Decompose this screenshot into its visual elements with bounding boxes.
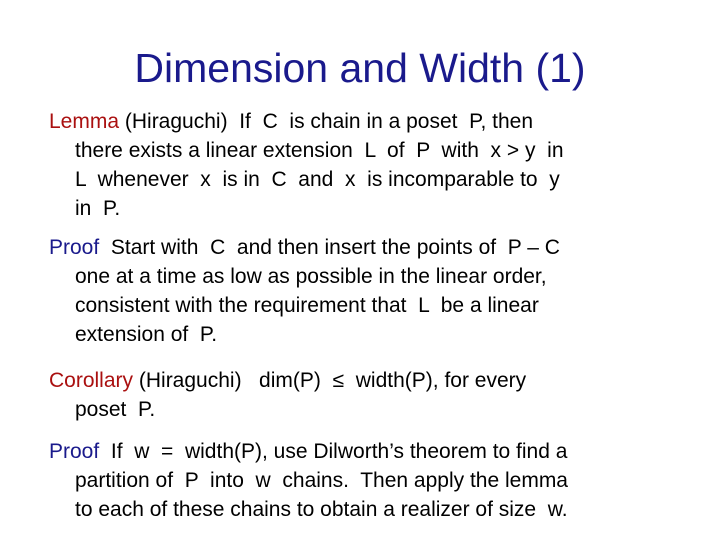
proof-lemma-line-4: extension of P. (75, 323, 218, 346)
lemma-line-3: L whenever x is in C and x is incomparable to y (75, 168, 560, 191)
lemma-block (49, 107, 689, 223)
lemma-line-4: in P. (75, 197, 121, 220)
proof-lemma-block (49, 233, 689, 349)
lemma-line-1 (49, 107, 689, 136)
proof-corollary-line-2: partition of P into w chains. Then apply the lemma (75, 469, 568, 492)
corollary-line-1-text: (Hiraguchi) dim(P) ≤ width(P), for every (133, 369, 527, 392)
proof-lemma-line-1-text: Start with C and then insert the points of P – C (99, 236, 560, 259)
proof-lemma-line-1 (49, 233, 689, 262)
proof-corollary-line-1-text: If w = width(P), use Dilworth’s theorem to find a (99, 440, 568, 463)
corollary-keyword: Corollary (49, 369, 134, 392)
lemma-keyword: Lemma (49, 110, 120, 133)
proof-lemma-line-2: one at a time as low as possible in the linear order, (75, 265, 547, 288)
slide-title: Dimension and Width (1) (134, 45, 586, 91)
lemma-line-2: there exists a linear extension L of P with x > y in (75, 139, 564, 162)
proof-corollary-keyword: Proof (49, 440, 100, 463)
proof-corollary-line-3: to each of these chains to obtain a realizer of size w. (75, 498, 568, 521)
lemma-line-1-text: (Hiraguchi) If C is chain in a poset P, then (119, 110, 534, 133)
corollary-line-2: poset P. (75, 398, 156, 421)
proof-lemma-keyword: Proof (49, 236, 100, 259)
corollary-line-1 (49, 366, 689, 395)
corollary-block (49, 366, 689, 424)
proof-corollary-block (49, 437, 689, 524)
proof-lemma-line-3: consistent with the requirement that L be a linear (75, 294, 539, 317)
proof-corollary-line-1 (49, 437, 689, 466)
